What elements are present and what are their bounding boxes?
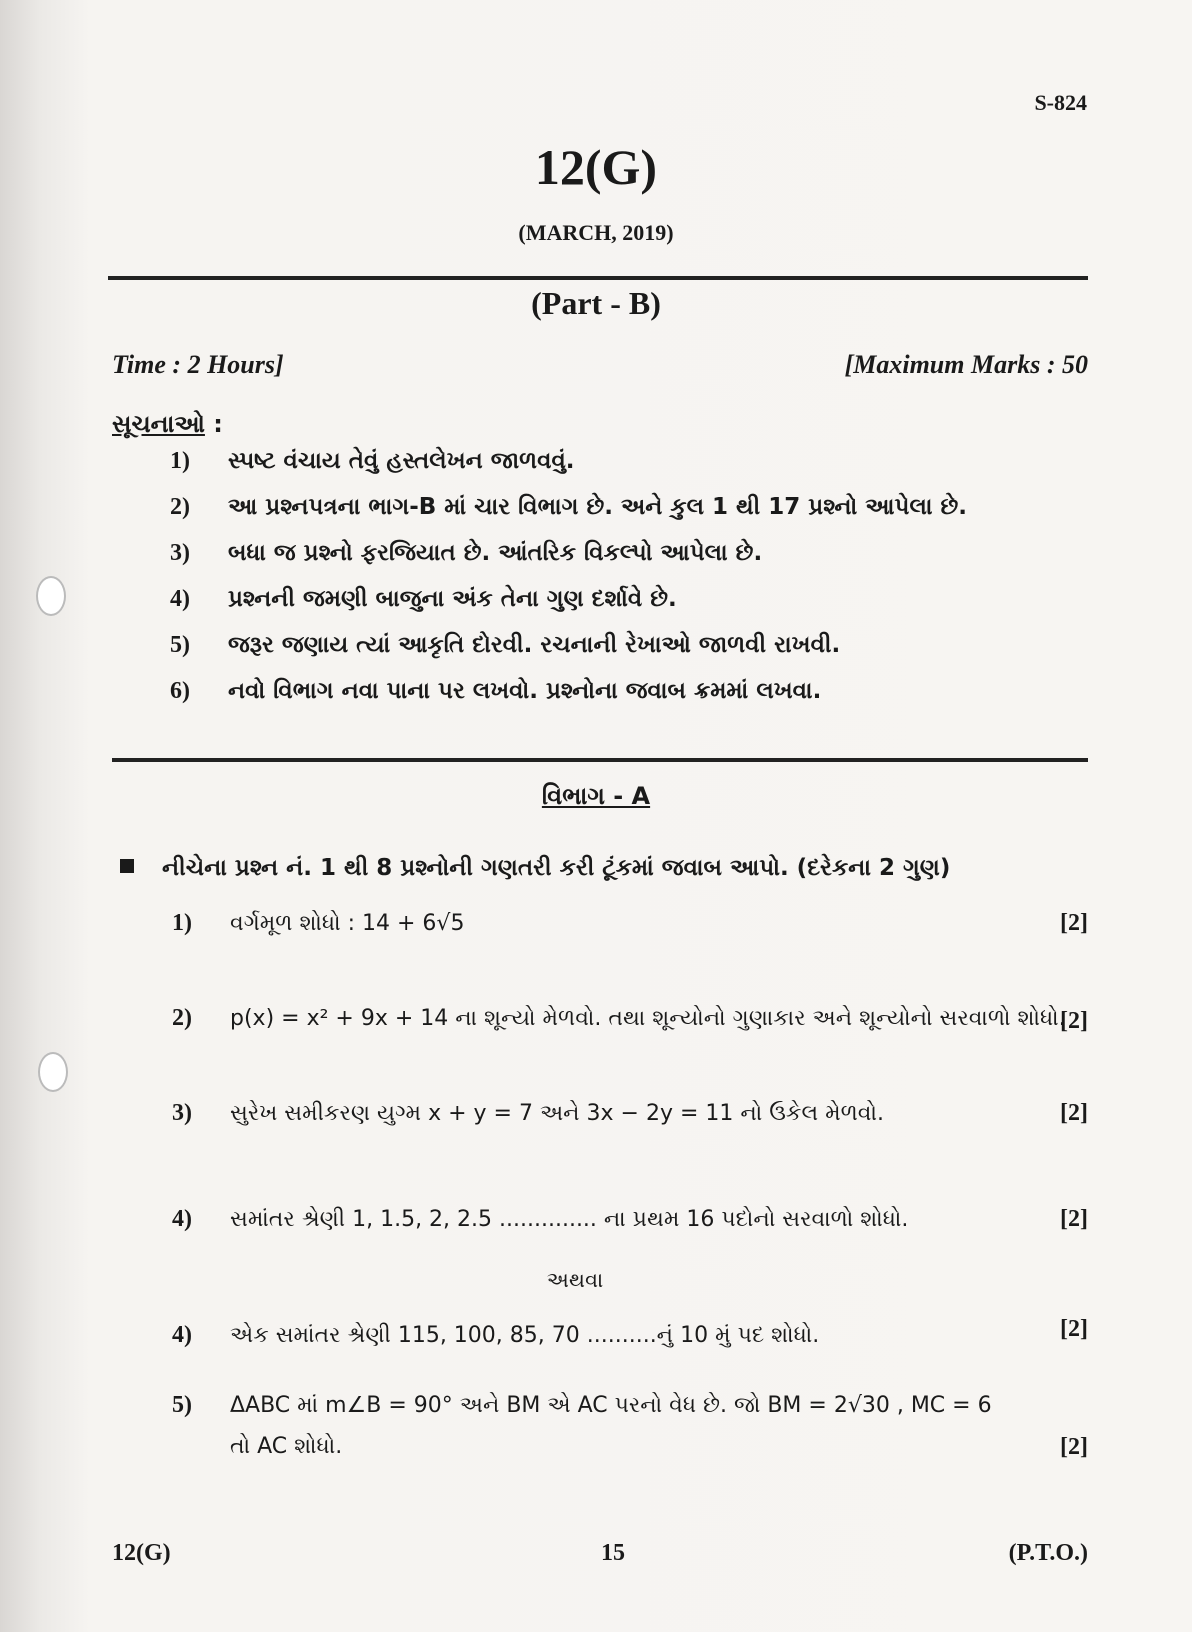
punch-hole-top (36, 576, 66, 616)
instruction-number: 1) (170, 448, 190, 474)
instruction-number: 4) (170, 586, 190, 612)
square-bullet-icon (120, 859, 134, 873)
question-marks: [2] (1060, 1008, 1088, 1034)
question-item (172, 1005, 1066, 1032)
paper-title: 12(G) (534, 139, 658, 195)
maximum-marks: [Maximum Marks : 50 (844, 350, 1088, 379)
part-label: (Part - B) (531, 285, 661, 321)
instruction-number: 6) (170, 678, 190, 704)
question-item (172, 1322, 819, 1349)
footer-paper-code: 12(G) (112, 1540, 171, 1566)
question-marks: [2] (1060, 1434, 1088, 1460)
instruction-number: 2) (170, 494, 190, 520)
question-text: સુરેખ સમીકરણ યુગ્મ x + y = 7 અને 3x − 2y = 11 નો ઉકેલ મેળવો. (230, 1101, 884, 1126)
instruction-item (170, 494, 967, 521)
instruction-item (170, 632, 840, 659)
question-text: સમાંતર શ્રેણી 1, 1.5, 2, 2.5 .............. ના પ્રથમ 16 પદોનો સરવાળો શોધો. (230, 1207, 909, 1232)
question-text: p(x) = x² + 9x + 14 ના શૂન્યો મેળવો. તથા શૂન્યોનો ગુણાકાર અને શૂન્યોનો સરવાળો શોધો. (230, 1006, 1066, 1031)
question-text: વર્ગમૂળ શોધો : 14 + 6√5 (230, 911, 465, 936)
instruction-number: 3) (170, 540, 190, 566)
question-marks: [2] (1060, 1206, 1088, 1232)
instructions-heading-suffix: : (204, 410, 223, 438)
instruction-text: નવો વિભાગ નવા પાના પર લખવો. પ્રશ્નોના જવાબ ક્રમમાં લખવા. (228, 678, 822, 704)
question-marks: [2] (1060, 1100, 1088, 1126)
question-number: 2) (172, 1005, 192, 1031)
question-number: 3) (172, 1100, 192, 1126)
question-item (172, 910, 464, 937)
divider-top (108, 276, 1088, 280)
divider-middle (112, 758, 1088, 762)
question-number: 4) (172, 1206, 192, 1232)
question-marks: [2] (1060, 910, 1088, 936)
instructions-heading (112, 410, 223, 438)
section-title (0, 782, 1192, 810)
instruction-number: 5) (170, 632, 190, 658)
question-number: 4) (172, 1322, 192, 1348)
punch-hole-bottom (38, 1052, 68, 1092)
instruction-item (170, 448, 575, 475)
instruction-item (170, 586, 677, 613)
question-group-heading (120, 855, 950, 881)
instruction-text: જરૂર જણાય ત્યાં આકૃતિ દોરવી. રચનાની રેખાઓ જાળવી રાખવી. (228, 632, 841, 658)
section-title-text: વિભાગ - A (541, 782, 651, 810)
question-item (172, 1100, 884, 1127)
or-separator: અથવા (546, 1268, 604, 1292)
question-item (172, 1206, 908, 1233)
question-group-text: નીચેના પ્રશ્ન નં. 1 થી 8 પ્રશ્નોની ગણતરી કરી ટૂંકમાં જવાબ આપો. (દરેકના 2 ગુણ) (162, 855, 951, 881)
instruction-text: બધા જ પ્રશ્નો ફરજિયાત છે. આંતરિક વિકલ્પો આપેલા છે. (228, 540, 763, 566)
question-item (172, 1392, 992, 1419)
instruction-item (170, 540, 762, 567)
exam-date: (MARCH, 2019) (518, 220, 674, 245)
page-number: 15 (601, 1540, 625, 1566)
question-number: 5) (172, 1392, 192, 1418)
question-number: 1) (172, 910, 192, 936)
question-continuation: તો AC શોધો. (230, 1434, 343, 1459)
question-marks: [2] (1060, 1316, 1088, 1342)
time-limit: Time : 2 Hours] (112, 350, 284, 379)
instruction-text: આ પ્રશ્નપત્રના ભાગ-B માં ચાર વિભાગ છે. અને કુલ 1 થી 17 પ્રશ્નો આપેલા છે. (228, 494, 968, 520)
instruction-text: પ્રશ્નની જમણી બાજુના અંક તેના ગુણ દર્શાવે છે. (228, 586, 677, 612)
question-text: ΔABC માં m∠B = 90° અને BM એ AC પરનો વેધ છે. જો BM = 2√30 , MC = 6 (230, 1393, 992, 1418)
serial-code: S-824 (1034, 90, 1087, 115)
question-text: એક સમાંતર શ્રેણી 115, 100, 85, 70 ..........નું 10 મું પદ શોધો. (230, 1323, 820, 1348)
instruction-text: સ્પષ્ટ વંચાય તેવું હસ્તલેખન જાળવવું. (228, 448, 575, 474)
instructions-heading-text: સૂચનાઓ (112, 410, 205, 438)
instruction-item (170, 678, 821, 705)
please-turn-over: (P.T.O.) (1008, 1540, 1088, 1566)
